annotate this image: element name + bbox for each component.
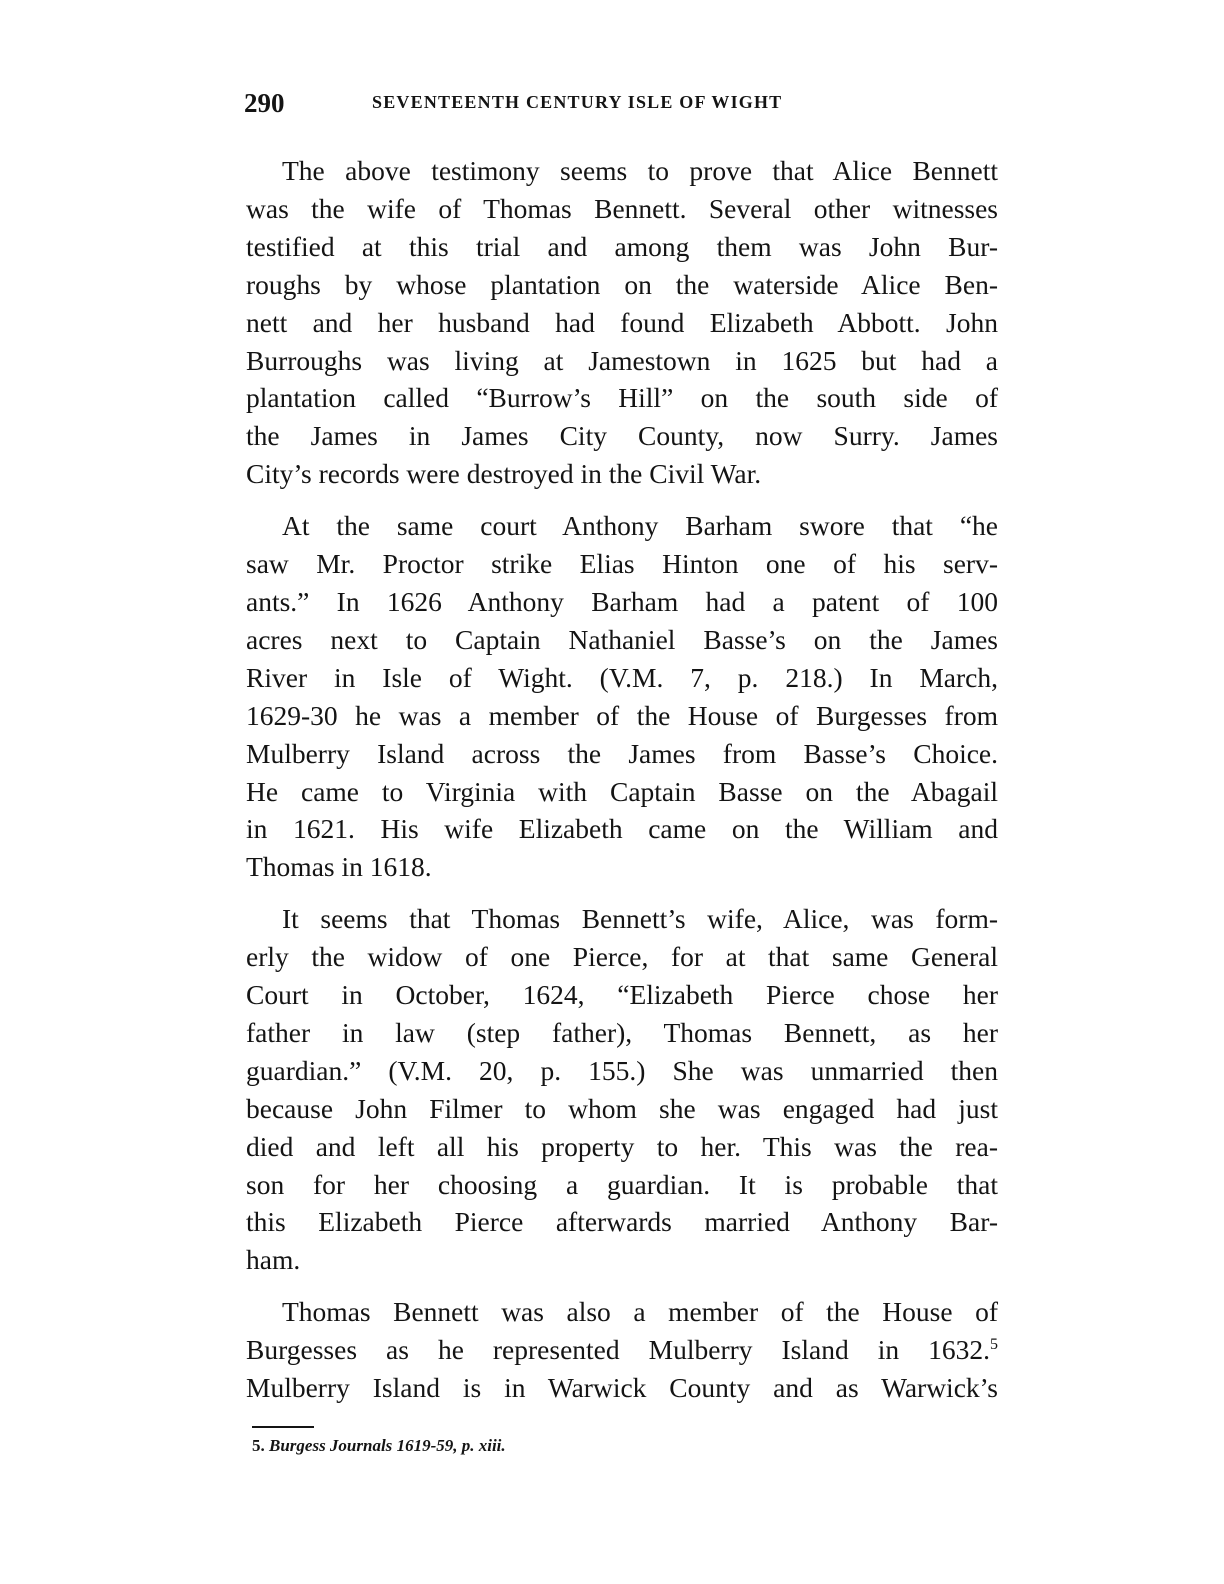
text-line: roughs by whose plantation on the waterside Alice Ben- <box>246 268 998 300</box>
footnote-detail: 1619-59, p. xiii. <box>396 1436 506 1455</box>
book-title: SEVENTEENTH CENTURY ISLE OF WIGHT <box>372 92 783 112</box>
text-line: in 1621. His wife Elizabeth came on the William and <box>246 813 998 845</box>
paragraph-4 <box>246 1293 998 1407</box>
text-line: 1629-30 he was a member of the House of Burgesses from <box>246 699 998 731</box>
footnote-source: Burgess Journals <box>269 1436 393 1455</box>
text-line: was the wife of Thomas Bennett. Several other witnesses <box>246 192 998 224</box>
text-line: ants.” In 1626 Anthony Barham had a patent of 100 <box>246 585 998 617</box>
footnote-divider <box>252 1426 314 1428</box>
text-line: because John Filmer to whom she was engaged had just <box>246 1092 998 1124</box>
text-line: erly the widow of one Pierce, for at that same General <box>246 941 998 973</box>
footnote-number: 5. <box>252 1436 265 1455</box>
text-line: plantation called “Burrow’s Hill” on the south side of <box>246 382 998 414</box>
text-line: River in Isle of Wight. (V.M. 7, p. 218.) In March, <box>246 661 998 693</box>
text-line: Thomas Bennett was also a member of the House of <box>282 1296 998 1328</box>
text-line: Thomas in 1618. <box>246 851 432 883</box>
text-line: died and left all his property to her. This was the rea- <box>246 1130 998 1162</box>
text-line: Burroughs was living at Jamestown in 1625 but had a <box>246 344 998 376</box>
text-line: acres next to Captain Nathaniel Basse’s on the James <box>246 623 998 655</box>
paragraph-3 <box>246 900 998 1279</box>
footnote <box>252 1436 506 1456</box>
text-line: Mulberry Island is in Warwick County and as Warwick’s <box>246 1372 998 1404</box>
page-number: 290 <box>244 88 285 118</box>
text-line: He came to Virginia with Captain Basse on the Abagail <box>246 775 998 807</box>
text-line: saw Mr. Proctor strike Elias Hinton one of his serv- <box>246 548 998 580</box>
text-line: At the same court Anthony Barham swore that “he <box>282 510 998 542</box>
text-line: the James in James City County, now Surry. James <box>246 420 998 452</box>
text-line: Mulberry Island across the James from Basse’s Choice. <box>246 737 998 769</box>
text-line: ham. <box>246 1244 301 1276</box>
text-line: nett and her husband had found Elizabeth Abbott. John <box>246 306 998 338</box>
paragraph-1 <box>246 152 998 493</box>
text-line-content: Burgesses as he represented Mulberry Island in 1632. <box>246 1334 990 1366</box>
text-line: father in law (step father), Thomas Bennett, as her <box>246 1016 998 1048</box>
text-line: It seems that Thomas Bennett’s wife, Alice, was form- <box>282 903 998 935</box>
text-line: City’s records were destroyed in the Civil War. <box>246 458 762 490</box>
paragraph-2 <box>246 507 998 886</box>
body-text <box>246 152 998 1407</box>
text-line <box>246 1331 998 1369</box>
text-line: son for her choosing a guardian. It is probable that <box>246 1168 998 1200</box>
text-line: this Elizabeth Pierce afterwards married Anthony Bar- <box>246 1206 998 1238</box>
footnote-reference: 5 <box>990 1336 998 1354</box>
text-line: Court in October, 1624, “Elizabeth Pierce chose her <box>246 979 998 1011</box>
text-line: testified at this trial and among them was John Bur- <box>246 230 998 262</box>
text-line: The above testimony seems to prove that Alice Bennett <box>282 155 998 186</box>
text-line: guardian.” (V.M. 20, p. 155.) She was unmarried then <box>246 1054 998 1086</box>
running-head <box>244 88 1004 120</box>
